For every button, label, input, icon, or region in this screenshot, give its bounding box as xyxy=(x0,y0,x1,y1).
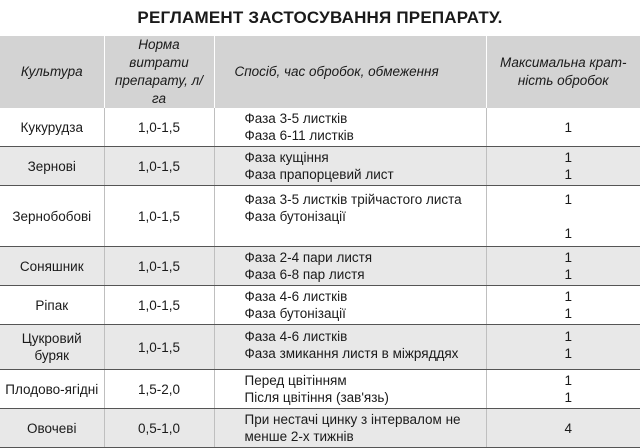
crop-name: Ріпак xyxy=(35,297,69,313)
method-line: Фаза бутонізації xyxy=(244,208,346,224)
max-value: 1 xyxy=(564,289,572,304)
max-value: 1 xyxy=(564,346,572,361)
header-method: Спосіб, час обробок, обмеження xyxy=(214,36,486,108)
crop-cell xyxy=(0,370,104,409)
max-cell xyxy=(486,325,640,370)
table-header-row xyxy=(0,36,640,108)
crop-cell xyxy=(0,325,104,370)
header-max xyxy=(486,36,640,108)
max-value: 1 xyxy=(564,373,572,388)
method-line: Фаза 2-4 пари листя xyxy=(244,250,373,265)
rate-cell: 1,0-1,5 xyxy=(104,108,214,147)
method-cell xyxy=(214,409,486,448)
method-cell xyxy=(214,370,486,409)
max-cell xyxy=(486,247,640,286)
regulation-table xyxy=(0,36,640,448)
method-line: Фаза бутонізації xyxy=(244,306,346,321)
method-line: При нестачі цинку з інтервалом не xyxy=(244,412,461,427)
crop-cell xyxy=(0,147,104,186)
table-row xyxy=(0,147,640,186)
method-line: менше 2-х тижнів xyxy=(244,429,354,444)
method-line: Фаза 3-5 листків xyxy=(244,111,348,126)
crop-name: буряк xyxy=(34,348,70,363)
header-max-line1: Максимальна крат- xyxy=(499,55,627,70)
crop-cell xyxy=(0,108,104,147)
method-line: Фаза змикання листя в міжряддях xyxy=(244,346,459,361)
max-value: 1 xyxy=(564,167,572,182)
crop-name: Цукровий xyxy=(21,331,82,346)
method-line: Фаза 6-8 пар листя xyxy=(244,267,365,282)
table-row xyxy=(0,409,640,448)
rate-cell: 1,0-1,5 xyxy=(104,325,214,370)
rate-cell: 0,5-1,0 xyxy=(104,409,214,448)
crop-cell xyxy=(0,286,104,325)
method-line: Фаза кущіння xyxy=(244,150,329,165)
table-row xyxy=(0,286,640,325)
header-rate-line2: препарату, л/га xyxy=(114,73,204,106)
table-row xyxy=(0,108,640,147)
page-title: РЕГЛАМЕНТ ЗАСТОСУВАННЯ ПРЕПАРАТУ. xyxy=(137,8,503,27)
max-cell xyxy=(486,370,640,409)
method-spacer xyxy=(245,225,482,242)
rate-cell: 1,0-1,5 xyxy=(104,147,214,186)
rate-cell: 1,0-1,5 xyxy=(104,186,214,247)
method-cell xyxy=(214,186,486,247)
max-value: 1 xyxy=(564,329,572,344)
table-row xyxy=(0,247,640,286)
header-rate-line1: Норма витрати xyxy=(129,37,189,70)
method-cell xyxy=(214,286,486,325)
method-cell xyxy=(214,325,486,370)
max-value: 1 xyxy=(564,267,572,282)
crop-name: Соняшник xyxy=(19,258,84,274)
table-row xyxy=(0,325,640,370)
crop-name: Зернові xyxy=(27,158,76,174)
max-cell xyxy=(486,108,640,147)
method-line: Фаза 4-6 листків xyxy=(244,329,348,344)
header-max-line2: ність обробок xyxy=(517,73,609,88)
method-line: Фаза 6-11 листків xyxy=(244,128,354,143)
method-cell xyxy=(214,247,486,286)
rate-cell: 1,0-1,5 xyxy=(104,247,214,286)
crop-name: Плодово-ягідні xyxy=(5,381,99,397)
table-row xyxy=(0,186,640,247)
max-value: 1 xyxy=(564,119,572,135)
method-line: Фаза 3-5 листків трійчастого листа xyxy=(244,191,462,207)
max-spacer xyxy=(501,208,637,225)
method-line: Після цвітіння (зав'язь) xyxy=(244,390,389,405)
crop-name: Кукурудза xyxy=(20,119,83,135)
max-value: 1 xyxy=(564,225,572,241)
method-cell xyxy=(214,147,486,186)
rate-cell: 1,0-1,5 xyxy=(104,286,214,325)
header-crop: Культура xyxy=(0,36,104,108)
max-cell xyxy=(486,186,640,247)
max-cell xyxy=(486,286,640,325)
method-line: Перед цвітінням xyxy=(244,373,347,388)
rate-cell: 1,5-2,0 xyxy=(104,370,214,409)
max-value: 1 xyxy=(564,250,572,265)
method-line: Фаза прапорцевий лист xyxy=(244,167,394,182)
max-value: 1 xyxy=(564,150,572,165)
max-cell xyxy=(486,409,640,448)
header-rate xyxy=(104,36,214,108)
crop-name: Овочеві xyxy=(27,420,77,436)
method-cell xyxy=(214,108,486,147)
max-value: 1 xyxy=(564,191,572,207)
max-value: 1 xyxy=(564,390,572,405)
method-line: Фаза 4-6 листків xyxy=(244,289,348,304)
crop-cell xyxy=(0,247,104,286)
max-cell xyxy=(486,147,640,186)
table-row xyxy=(0,370,640,409)
crop-cell xyxy=(0,409,104,448)
max-value: 1 xyxy=(564,306,572,321)
crop-cell xyxy=(0,186,104,247)
crop-name: Зернобобові xyxy=(12,208,92,224)
max-value: 4 xyxy=(564,420,572,436)
